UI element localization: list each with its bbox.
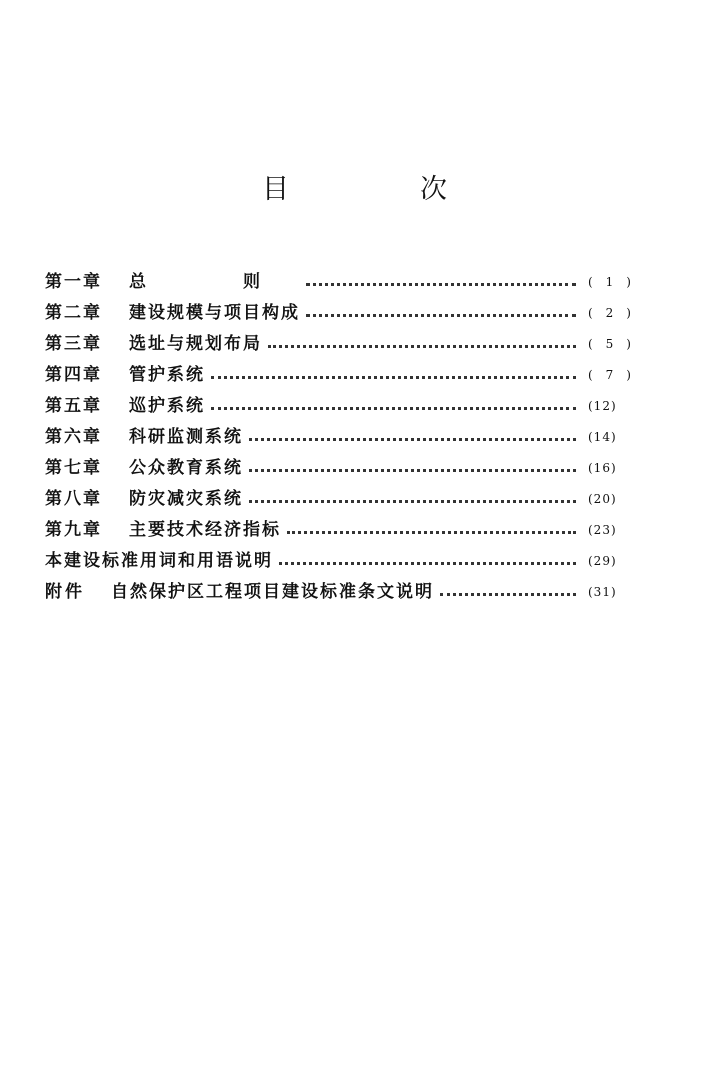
- page-number: ( 5 ): [588, 337, 632, 351]
- dot-leader: [249, 500, 576, 503]
- dot-leader: [249, 469, 576, 472]
- chapter-title: 选址与规划布局: [129, 334, 262, 354]
- chapter-title: 管护系统: [129, 365, 205, 385]
- chapter-number: 第八章: [45, 489, 102, 509]
- page-number: (20): [588, 492, 617, 506]
- chapter-number: 第三章: [45, 334, 102, 354]
- page-number: (14): [588, 430, 617, 444]
- toc-entry-chapter-2[interactable]: [45, 298, 632, 329]
- chapter-title: 主要技术经济指标: [129, 520, 281, 540]
- appendix-title: 自然保护区工程项目建设标准条文说明: [111, 582, 434, 602]
- dot-leader: [268, 345, 576, 348]
- dot-leader: [279, 562, 576, 565]
- toc-entry-appendix[interactable]: [45, 577, 632, 608]
- toc-entry-terminology[interactable]: [45, 546, 632, 577]
- chapter-title: 总 则: [129, 272, 300, 292]
- toc-entry-chapter-7[interactable]: [45, 453, 632, 484]
- toc-entry-chapter-9[interactable]: [45, 515, 632, 546]
- appendix-label: 附件: [45, 582, 85, 602]
- page-number: (31): [588, 585, 617, 599]
- table-of-contents: [45, 267, 632, 608]
- page-number: (29): [588, 554, 617, 568]
- chapter-title: 建设规模与项目构成: [129, 303, 300, 323]
- dot-leader: [306, 283, 576, 286]
- chapter-number: 第四章: [45, 365, 102, 385]
- chapter-number: 第五章: [45, 396, 102, 416]
- dot-leader: [249, 438, 576, 441]
- toc-entry-chapter-1[interactable]: [45, 267, 632, 298]
- toc-entry-chapter-6[interactable]: [45, 422, 632, 453]
- dot-leader: [306, 314, 576, 317]
- toc-entry-chapter-3[interactable]: [45, 329, 632, 360]
- dot-leader: [287, 531, 576, 534]
- chapter-title: 公众教育系统: [129, 458, 243, 478]
- page-title: 目 次: [262, 174, 499, 205]
- chapter-number: 第七章: [45, 458, 102, 478]
- chapter-number: 第一章: [45, 272, 102, 292]
- page-number: ( 2 ): [588, 306, 632, 320]
- dot-leader: [211, 376, 576, 379]
- page-number: (16): [588, 461, 617, 475]
- chapter-title: 防灾减灾系统: [129, 489, 243, 509]
- dot-leader: [440, 593, 576, 596]
- chapter-number: 第九章: [45, 520, 102, 540]
- toc-entry-chapter-8[interactable]: [45, 484, 632, 515]
- chapter-title: 科研监测系统: [129, 427, 243, 447]
- chapter-number: 第二章: [45, 303, 102, 323]
- chapter-title: 巡护系统: [129, 396, 205, 416]
- toc-entry-chapter-5[interactable]: [45, 391, 632, 422]
- toc-entry-chapter-4[interactable]: [45, 360, 632, 391]
- dot-leader: [211, 407, 576, 410]
- page-number: (12): [588, 399, 617, 413]
- page-number: (23): [588, 523, 617, 537]
- chapter-number: 第六章: [45, 427, 102, 447]
- page-number: ( 7 ): [588, 368, 632, 382]
- page-number: ( 1 ): [588, 275, 632, 289]
- section-title: 本建设标准用词和用语说明: [45, 551, 273, 571]
